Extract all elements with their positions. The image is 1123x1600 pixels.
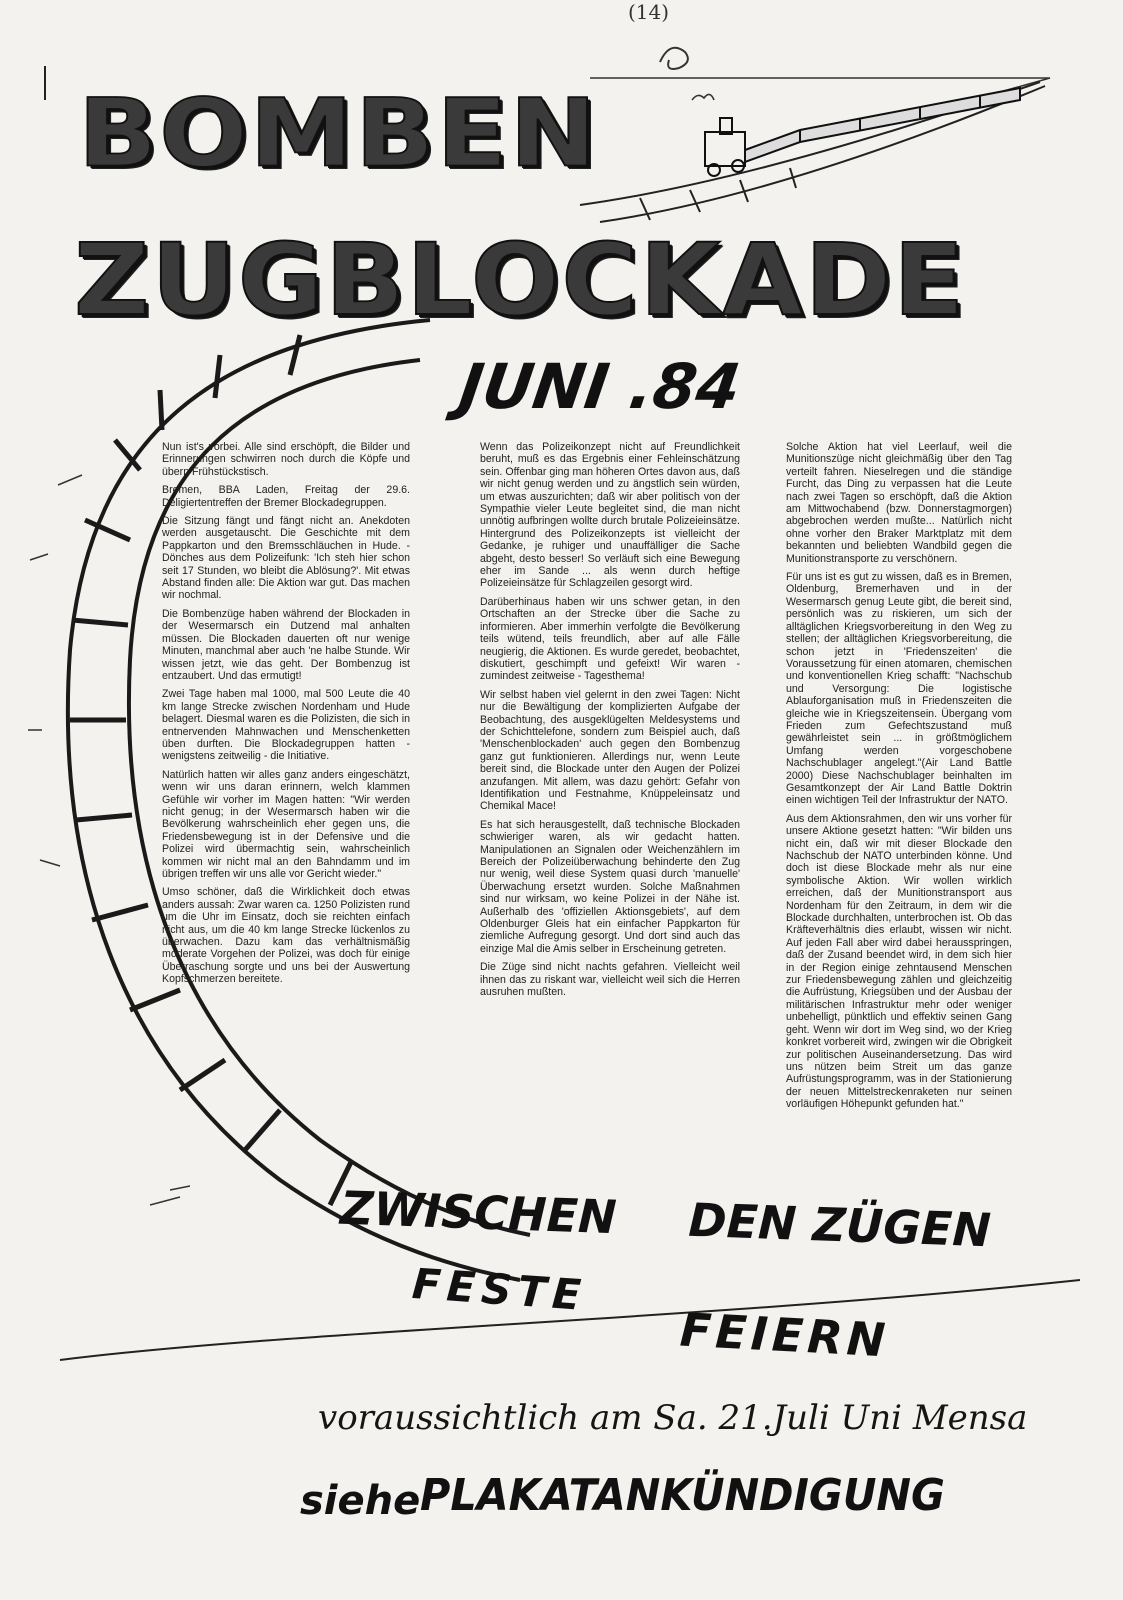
paragraph: Wir selbst haben viel gelernt in den zwei Tagen: Nicht nur die Bewältigung der komplizierten Aufgabe der Beobachtung, des ausgeklügelten Meldesystems und der Schichttelefone, sondern zum Beispiel auch, daß 'Menschenblockaden' auch gegen den Bombenzug ganz gut funktionieren. Allerdings nur, wenn Leute bereit sind, die Blockade unter den Augen der Polizei anzufangen. Mit allem, was dazu gehört: Gefahr von Identifikation und Festnahme, Knüppeleinsatz und Chemikal Mace! [480, 688, 740, 813]
paragraph: Zwei Tage haben mal 1000, mal 500 Leute die 40 km lange Strecke zwischen Nordenham und Hude belagert. Diesmal waren es die Polizisten, die sich in entnervenden Mahnwachen und Menschenketten üben durften. Die Blockadegruppen hatten - wenigstens zeitweilig - die Initiative. [162, 688, 410, 763]
plakat-announcement: PLAKATANKÜNDIGUNG [420, 1470, 946, 1521]
siehe-label: siehe [300, 1478, 421, 1524]
title-line-2: ZUGBLOCKADE [74, 222, 967, 338]
date-label: JUNI .84 [454, 350, 745, 423]
title-line-1: BOMBEN [78, 78, 599, 188]
paragraph: Für uns ist es gut zu wissen, daß es in Bremen, Oldenburg, Bremerhaven und in der Wesermarsch genug Leute gibt, die bereit sind, persönlich was zu riskieren, um sich der alltäglichen Kriegsvorbereitung in den Weg zu stellen; der alltäglichen Kriegsvorbereitung, die schon jetzt in 'Friedenszeiten' die Voraussetzung für einen atomaren, chemischen und konventionellen Krieg schafft: "Nachschub und Versorgung: Die logistische Ablauforganisation muß in Friedenszeiten die gleiche wie in Kriegszeitensein. Übergang vom Frieden zum Gefechtszustand muß gewährleistet sein ... in größtmöglichem Umfang werden vorgeschobene Nachschublager angelegt."(Air Land Battle 2000) Diese Nachschublager beinhalten im Gesamtkonzept der Air Land Battle Doktrin einen wichtigen Teil der Infrastruktur der NATO. [786, 571, 1012, 807]
footer-headline-feste: FESTE [410, 1258, 589, 1321]
paragraph: Solche Aktion hat viel Leerlauf, weil die Munitionszüge nicht gleichmäßig über den Tag verteilt fahren. Nieselregen und die ständige Furcht, das Ding zu verpassen hat die Leute nach zwei Tagen so erschöpft, daß die Aktion am Mittwochabend (bzw. Donnerstagmorgen) abgebrochen werden mußte... Natürlich nicht ohne vorher den Braker Marktplatz mit dem bekannten und beliebten Wandbild gegen die Munitionstransporte zu verschönern. [786, 441, 1012, 565]
paragraph: Darüberhinaus haben wir uns schwer getan, in den Ortschaften an der Strecke über die Sache zu informieren. Aber immerhin verfolgte die Bevölkerung teils wütend, teils freundlich, aber auf alle Fälle neugierig, die Aktionen. Es wurde geredet, beobachtet, diskutiert, geschimpft und gefeixt! Wir waren - zumindest zeitweise - Tagesthema! [480, 595, 740, 683]
paragraph: Natürlich hatten wir alles ganz anders eingeschätzt, wenn wir uns daran erinnern, welch klammen Gefühle wir vorher im Magen hatten: "Wir werden nicht genug; in der Wesermarsch haben wir die Bevölkerung wahrscheinlich eher gegen uns, die Friedensbewegung ist in der Defensive und die Polizei wird übermachtig sein, wahrscheinlich kommen wir nicht mal an den Bahndamm und im übrigen treffen wir uns alle vor Gericht wieder." [162, 768, 410, 880]
paragraph: Nun ist's vorbei. Alle sind erschöpft, die Bilder und Erinnerungen schwirren noch durch die Köpfe und übern Frühstückstisch. [162, 441, 410, 478]
paragraph: Die Bombenzüge haben während der Blockaden in der Wesermarsch ein Dutzend mal anhalten müssen. Die Blockaden dauerten oft nur wenige Minuten, manchmal aber auch 'ne halbe Stunde. Wir wissen jetzt, wie das geht. Der Bombenzug ist entzaubert. Und das ermutigt! [162, 607, 410, 682]
footer-word: ZWISCHEN [339, 1180, 618, 1245]
paragraph: Umso schöner, daß die Wirklichkeit doch etwas anders aussah: Zwar waren ca. 1250 Polizisten rund um die Uhr im Einsatz, doch sie reichten einfach nicht aus, um die 40 km lange Strecke lückenlos zu überwachen. Dazu kam das verhältnismäßig moderate Vorgehen der Polizei, was doch für einige Überraschung sorgte und uns bei der Auswertung Kopfschmerzen bereitete. [162, 886, 410, 986]
paragraph: Die Sitzung fängt und fängt nicht an. Anekdoten werden ausgetauscht. Die Geschichte mit dem Pappkarton und den Bremsschläuchen in Hude. - Dönches aus dem Polizeifunk: 'Ich steh hier schon seit 17 Stunden, wo bleibt die Ablösung?'. Mit etwas Abstand finden alle: Die Aktion war gut. Das machen wir nochmal. [162, 515, 410, 602]
paragraph: Es hat sich herausgestellt, daß technische Blockaden schwieriger waren, als wir gedacht hatten. Manipulationen an Signalen oder Weichenzählern im Bereich der Polizeiüberwachung behinderte den Zug nur wenig, weil diese System quasi durch 'manuelle' Überwachung ersetzt wurden. Solche Maßnahmen sind nur wirksam, wo keine Polizei in der Nähe ist. Außerhalb des 'offiziellen Aktionsgebiets', auf dem Oldenburger Gleis hat ein einfacher Pappkarton für ziemliche Aufregung gesorgt. Und dort sind auch das einzige Mal die Amis selber in Erscheinung getreten. [480, 818, 740, 955]
train-icon [705, 88, 1020, 176]
footer-word: DEN ZÜGEN [687, 1192, 992, 1258]
article-column-2 [480, 441, 740, 1004]
article-column-1 [162, 441, 410, 992]
paragraph: Die Züge sind nicht nachts gefahren. Vielleicht weil ihnen das zu riskant war, vielleicht weil sich die Herren ausruhen mußten. [480, 961, 740, 999]
article-column-3 [786, 441, 1012, 1117]
paragraph: Aus dem Aktionsrahmen, den wir uns vorher für unsere Aktione gesetzt hatten: "Wir bilden uns nicht ein, daß wir mit dieser Blockade den Nachschub der NATO unterbinden könne. Und doch ist diese Blockade mehr als nur eine symbolische Aktion. Wir wollen wirklich erreichen, daß der Munitionstransport aus Nordenham für den Zeitraum, in dem wir die Blockade durchhalten, unterbrochen ist. Ob das Kräfteverhältnis dies erlaubt, wissen wir nicht. Auf jeden Fall aber wird dabei herausspringen, daß der Zusand beendet wird, in dem sich hier in der Region einige zehntausend Menschen zur Friedensbewegung zählen und gleichzeitig die Aufrüstung, Kriegsüben und der Ausbau der militärischen Infrastruktur mehr oder weniger unbehelligt, pünktlich und effektiv seinen Gang geht. Wenn wir dort im Weg sind, wo der Krieg konkret vorbereit wird, zwingen wir die Obrigkeit zur politischen Auseinandersetzung. Das wird uns nützen beim Streit um das ganze Aufrüstungsprogramm, was in der Stationierung der neuen Mittelstreckenraketen nur seinen vorläufigen Höhepunkt gefunden hat." [786, 812, 1012, 1111]
paragraph: Wenn das Polizeikonzept nicht auf Freundlichkeit beruht, muß es das Ergebnis einer Fehleinschätzung sein. Offenbar ging man höheren Ortes davon aus, daß wir nicht genug werden und zu ängstlich sein würden, um etwas auszurichten; daß wir aber politisch von der Sympathie vieler Leute begleitet sind, die man nicht unnötig aufbringen wollte durch brutale Polizeieinsätze. Hintergrund des Polizeikonzepts ist vielleicht der Gedanke, je ruhiger und unauffälliger die Sache abgeht, desto besser! So verläuft sich eine Bewegung eher im Sande ... als wenn durch heftige Polizeieinsätze für Schlagzeilen gesorgt wird. [480, 441, 740, 590]
handwritten-page-mark: (14) [628, 0, 670, 24]
footer-headline-feiern: FEIERN [678, 1302, 891, 1368]
paragraph: Bremen, BBA Laden, Freitag der 29.6. Deligiertentreffen der Bremer Blockadegruppen. [162, 484, 410, 509]
event-info: voraussichtlich am Sa. 21.Juli Uni Mensa [318, 1398, 1028, 1438]
